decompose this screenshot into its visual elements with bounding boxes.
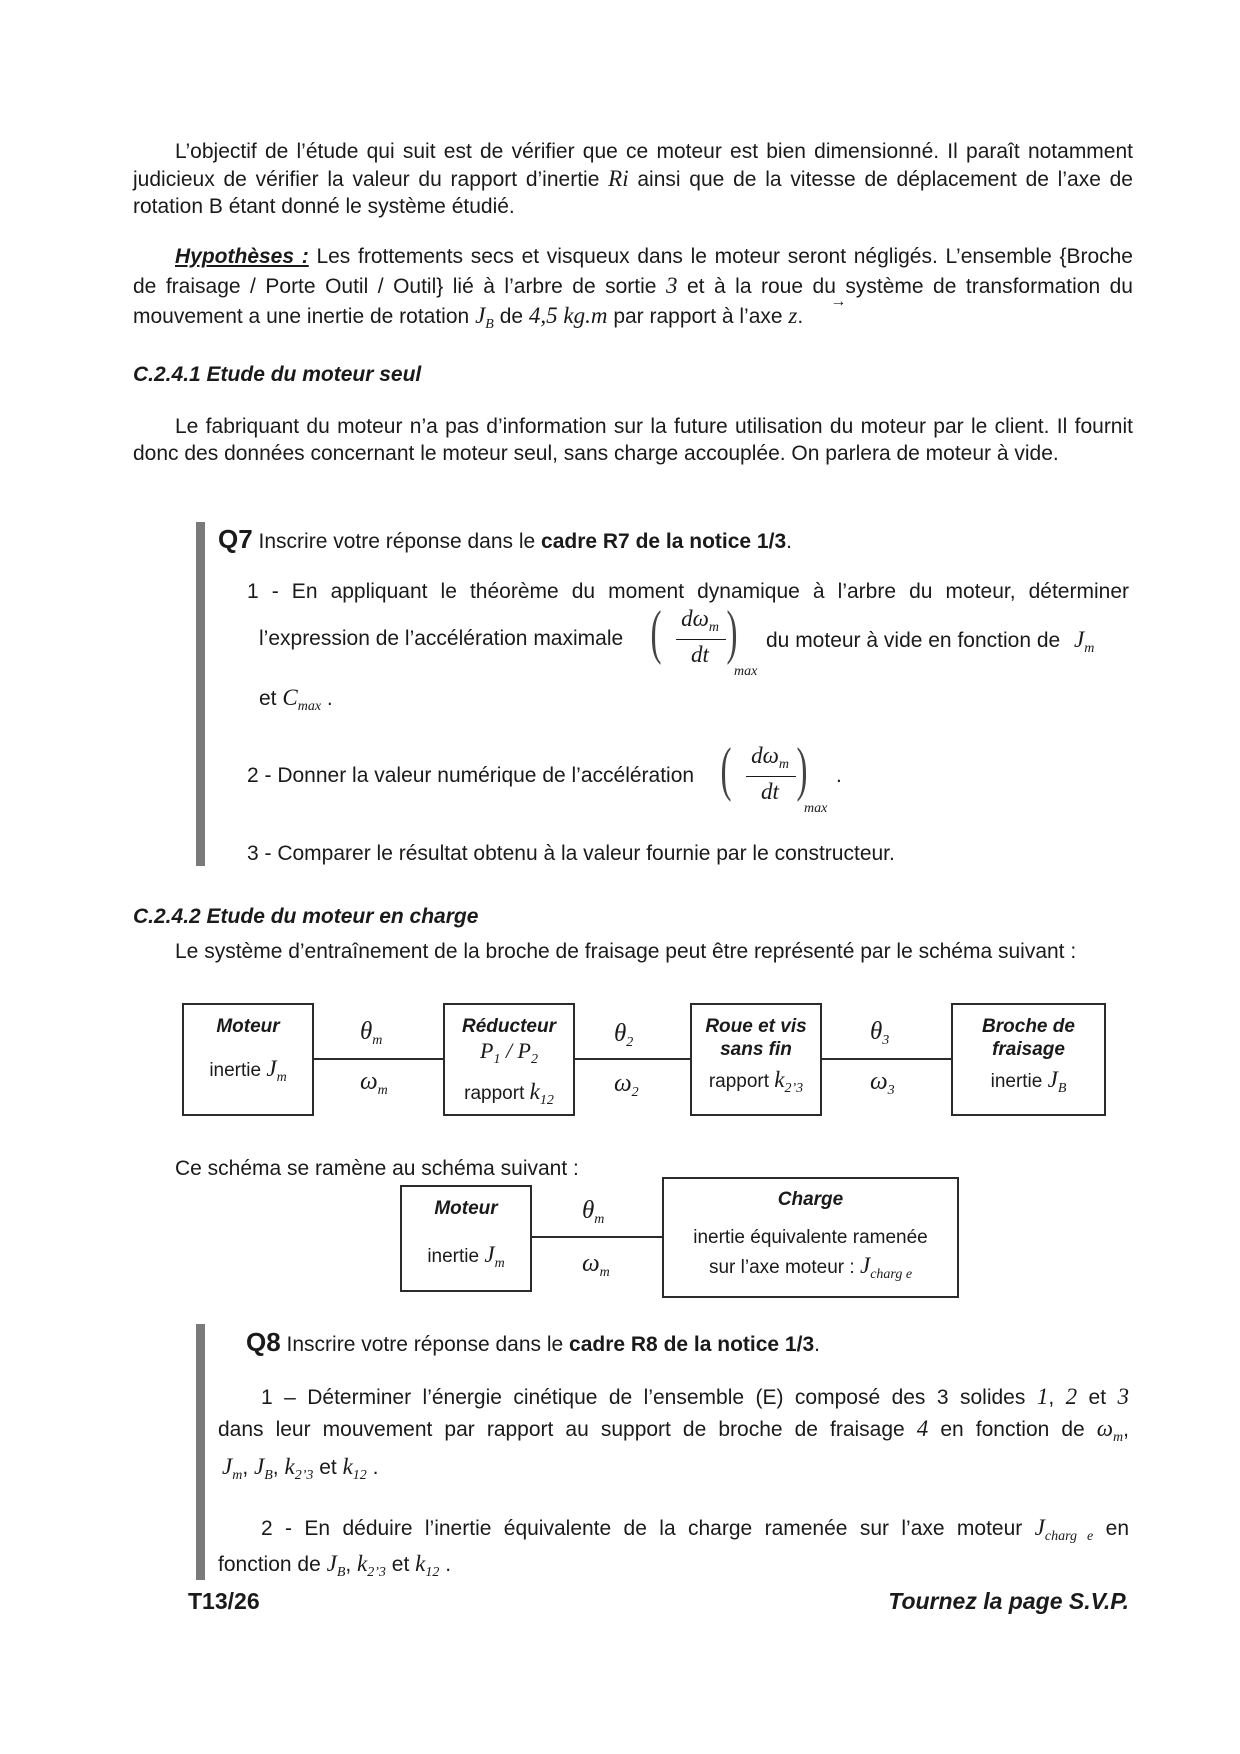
q8-item-1a: 1 – Déterminer l’énergie cinétique de l’ensemble (E) composé des 3 solides 1, 2 et 3 xyxy=(261,1384,1130,1409)
omega-2-label: $\omega_2$ xyxy=(614,1070,639,1100)
turn-page-note: Tournez la page S.V.P. xyxy=(888,1588,1129,1614)
diagram-2-box-charge: Charge inertie équivalente ramenée sur l’axe moteur : $J_{charg e}$ xyxy=(662,1177,959,1298)
q8-cadre: cadre R8 de la notice 1/3 xyxy=(569,1333,815,1356)
q7-item-1b: l’expression de l’accélération maximale xyxy=(259,627,624,650)
diagram-2-theta-m: $\theta_m$ xyxy=(582,1197,605,1227)
q7-item-3: 3 - Comparer le résultat obtenu à la valeur fournie par le constructeur. xyxy=(247,842,895,865)
acceleration-fraction-2: ( ) $d\omega_m$ dt max xyxy=(720,736,828,816)
theta-3-label: $\theta_3$ xyxy=(870,1018,890,1048)
q8-item-1c: $J_m$, $J_B$, $k_{2’3}$ et $k_{12}$ . xyxy=(222,1454,379,1483)
diagram-box-broche: Broche de fraisage inertie $J_B$ xyxy=(951,1003,1106,1116)
diagram-box-moteur: Moteur inertie $J_m$ xyxy=(182,1003,314,1116)
section-title-moteur-seul: C.2.4.1 Etude du moteur seul xyxy=(133,363,422,386)
diagram-link-1 xyxy=(314,1058,443,1060)
q7-label: Q7 xyxy=(218,524,253,554)
diagram-box-reducteur: Réducteur $P_1 / P_2$ rapport $k_{12}$ xyxy=(443,1003,575,1116)
diagram-box-roue-vis: Roue et vis sans fin rapport $k_{2’3}$ xyxy=(690,1003,822,1116)
q7-cadre: cadre R7 de la notice 1/3 xyxy=(541,530,787,553)
section-1-paragraph: Le fabriquant du moteur n’a pas d’information sur la future utilisation du moteur par le client. Il fournit donc des données concernant le moteur seul, sans charge accouplée. On parlera de moteur à vide. xyxy=(133,415,1133,465)
diagram-2-caption: Ce schéma se ramène au schéma suivant : xyxy=(175,1157,579,1180)
diagram-2-box-moteur: Moteur inertie $J_m$ xyxy=(400,1185,532,1292)
q7-item-1a: 1 - En appliquant le théorème du moment dynamique à l’arbre du moteur, déterminer xyxy=(247,580,1129,603)
q8-item-2a: 2 - En déduire l’inertie équivalente de la charge ramenée sur l’axe moteur $J_{charg e}$ en xyxy=(261,1515,1129,1544)
diagram-link-3 xyxy=(822,1058,951,1060)
hypotheses-label: Hypothèses : xyxy=(175,245,309,268)
q7-item-2: 2 - Donner la valeur numérique de l’accélération xyxy=(247,764,695,787)
q7-sidebar xyxy=(196,522,205,866)
z-axis-vector: z → xyxy=(788,293,847,328)
q7-item-1c: du moteur à vide en fonction de $J_m$ xyxy=(766,627,1095,656)
diagram-2-link xyxy=(532,1236,662,1238)
q7-item-1d: et $C_{max}$ . xyxy=(259,685,333,714)
hypotheses-paragraph: Hypothèses : Les frottements secs et visqueux dans le moteur seront négligés. L’ensemble {Broche de fraisage / Porte Outil / Outil} lié à l’arbre de sortie 3 et à la roue du système de transformation du mouvement a une inertie de rotation $J_B$ de 4,5 kg.m par rapport à l’axe z → . xyxy=(133,245,1133,332)
diagram-2-omega-m: $\omega_m$ xyxy=(582,1250,610,1280)
q8-label: Q8 xyxy=(246,1327,281,1357)
q8-heading: Q8 Inscrire votre réponse dans le cadre R8 de la notice 1/3. xyxy=(246,1327,820,1357)
acceleration-fraction-1: ( ) $d\omega_m$ dt max xyxy=(650,599,758,679)
omega-m-label: $\omega_m$ xyxy=(360,1068,388,1098)
omega-3-label: $\omega_3$ xyxy=(870,1068,895,1098)
q8-item-1b: dans leur mouvement par rapport au support de broche de fraisage 4 en fonction de $\omega_m$, xyxy=(218,1416,1130,1445)
section-title-moteur-charge: C.2.4.2 Etude du moteur en charge xyxy=(133,905,479,928)
theta-2-label: $\theta_2$ xyxy=(614,1020,634,1050)
q7-heading: Q7 Inscrire votre réponse dans le cadre R7 de la notice 1/3. xyxy=(218,524,792,554)
section-2-intro: Le système d’entraînement de la broche de fraisage peut être représenté par le schéma suivant : xyxy=(175,940,1077,963)
page-number: T13/26 xyxy=(188,1588,260,1614)
ri-symbol: Ri xyxy=(608,166,629,191)
q8-item-2b: fonction de $J_B$, $k_{2’3}$ et $k_{12}$ . xyxy=(218,1551,452,1580)
jb-symbol: $J_B$ xyxy=(475,303,494,332)
diagram-link-2 xyxy=(575,1058,690,1060)
q8-sidebar xyxy=(196,1324,205,1580)
intro-paragraph: L’objectif de l’étude qui suit est de vérifier que ce moteur est bien dimensionné. Il paraît notamment judicieux de vérifier la valeur du rapport d’inertie Ri ainsi que de la vitesse de déplacement de l’axe de rotation B étant donné le système étudié. xyxy=(133,140,1133,218)
theta-m-label: $\theta_m$ xyxy=(360,1018,383,1048)
inertia-value: 4,5 kg.m xyxy=(528,303,608,328)
